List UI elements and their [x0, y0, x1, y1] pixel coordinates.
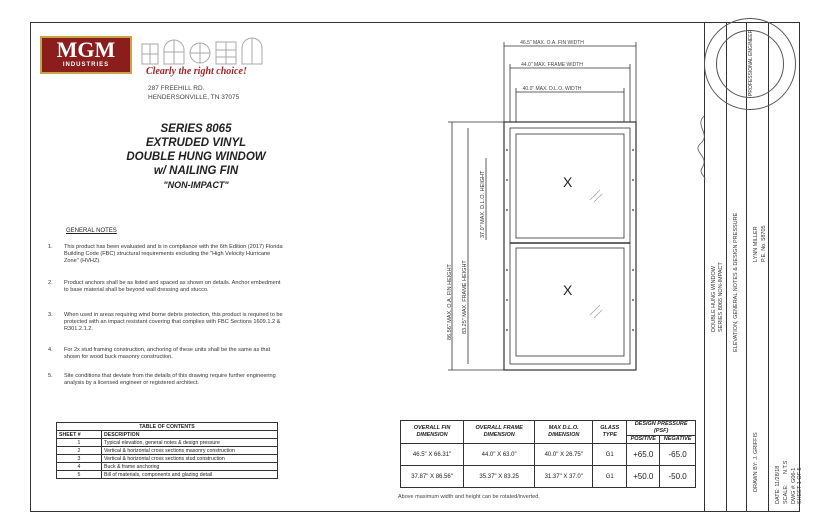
company-address: 287 FREEHILL RD. HENDERSONVILLE, TN 37075 [148, 85, 240, 101]
window-elevation [440, 30, 660, 380]
toc-col-sheet: SHEET # [57, 431, 102, 439]
toc-col-desc: DESCRIPTION [102, 431, 278, 439]
dim-dlo-width: 40.0" MAX. D.L.O. WIDTH [522, 86, 582, 92]
table-row: 3 Vertical & horizontal cross sections stud construction [57, 455, 278, 463]
general-note: 2. Product anchors shall be as listed and spaced as shown on details. Anchor embedment to base material shall be beyond wall dressing and stucco. [48, 280, 281, 293]
engineer-signature [690, 112, 716, 182]
table-row: 5 Bill of materials, components and glazing detail [57, 471, 278, 479]
table-row: 2 Vertical & horizontal cross sections masonry construction [57, 447, 278, 455]
dim-frame-height: 83.25" MAX. FRAME HEIGHT [462, 260, 468, 334]
mgm-logo: MGM INDUSTRIES [40, 36, 132, 74]
window-shapes-logo-art [140, 36, 270, 66]
upper-sash-mark: X [563, 174, 573, 190]
toc-title: TABLE OF CONTENTS [57, 423, 278, 431]
general-note: 3. When used in areas requiring wind borne debris protection, this product is required to be protected with an impact resistant covering that complies with FBC Sections 1609.1.2 & R301.2.1.2. [48, 312, 283, 332]
dim-dlo-height: 37.0" MAX. D.L.O. HEIGHT [480, 170, 486, 238]
dim-overall-width: 46.5" MAX. O.A. FIN WIDTH [520, 40, 584, 46]
table-row: 1 Typical elevation, general notes & design pressure [57, 439, 278, 447]
table-of-contents [56, 422, 278, 479]
table-row: 4 Buck & frame anchoring [57, 463, 278, 471]
general-note: 4. For 2x stud framing construction, anchoring of these units shall be the same as that shown for wood buck masonry construction. [48, 347, 271, 360]
tagline: Clearly the right choice! [146, 66, 247, 77]
design-pressure-table: OVERALL FIN DIMENSION OVERALL FRAME DIMENSION MAX D.L.O. DIMENSION GLASS TYPE DESIGN PRESSURE (PSF) POSITIVE NEGATIVE 46.5" X 66.31" 44.0" X 63.0" 40.0" X 26.75" G1 +65.0 -65.0 37.87" X 86.56" 35.37" X 83.25 31.37" X 37.0" G1 +50.0 -50.0 [400, 420, 696, 488]
general-note: 1. This product has been evaluated and is in compliance with the 6th Edition (2017) Florida Building Code (FBC) structural requirements excluding the "High Velocity Hurricane Zone" (HVHZ). [48, 244, 283, 264]
table-footnote: Above maximum width and height can be rotated/inverted. [398, 494, 540, 500]
table-row: 46.5" X 66.31" 44.0" X 63.0" 40.0" X 26.75" G1 +65.0 -65.0 [401, 444, 696, 466]
dim-frame-width: 44.0" MAX. FRAME WIDTH [521, 62, 583, 68]
lower-sash-mark: X [563, 282, 573, 298]
seal-text: PROFESSIONAL ENGINEER [748, 29, 754, 96]
table-row: 37.87" X 86.56" 35.37" X 83.25 31.37" X 37.0" G1 +50.0 -50.0 [401, 466, 696, 488]
drawing-title: SERIES 8065 EXTRUDED VINYL DOUBLE HUNG WINDOW w/ NAILING FIN "NON-IMPACT" [126, 123, 266, 190]
title-block: DOUBLE HUNG WINDOW SERIES 8065 NON-IMPACT ELEVATION, GENERAL NOTES & DESIGN PRESSURE LYNN MILLER P.E. No. 58705 DRAWN BY: J. GRIFFIS DATE: 11/28/18 SCALE: N.T.S. DWG #: G06-1 SHEET 1 OF 5 [704, 22, 800, 512]
dim-overall-height: 86.56" MAX. O.A. FIN HEIGHT [447, 264, 453, 340]
general-note: 5. Site conditions that deviate from the details of this drawing require further engineering analysis by a licensed engineer or registered architect. [48, 373, 276, 386]
general-notes-heading: GENERAL NOTES [66, 228, 117, 234]
